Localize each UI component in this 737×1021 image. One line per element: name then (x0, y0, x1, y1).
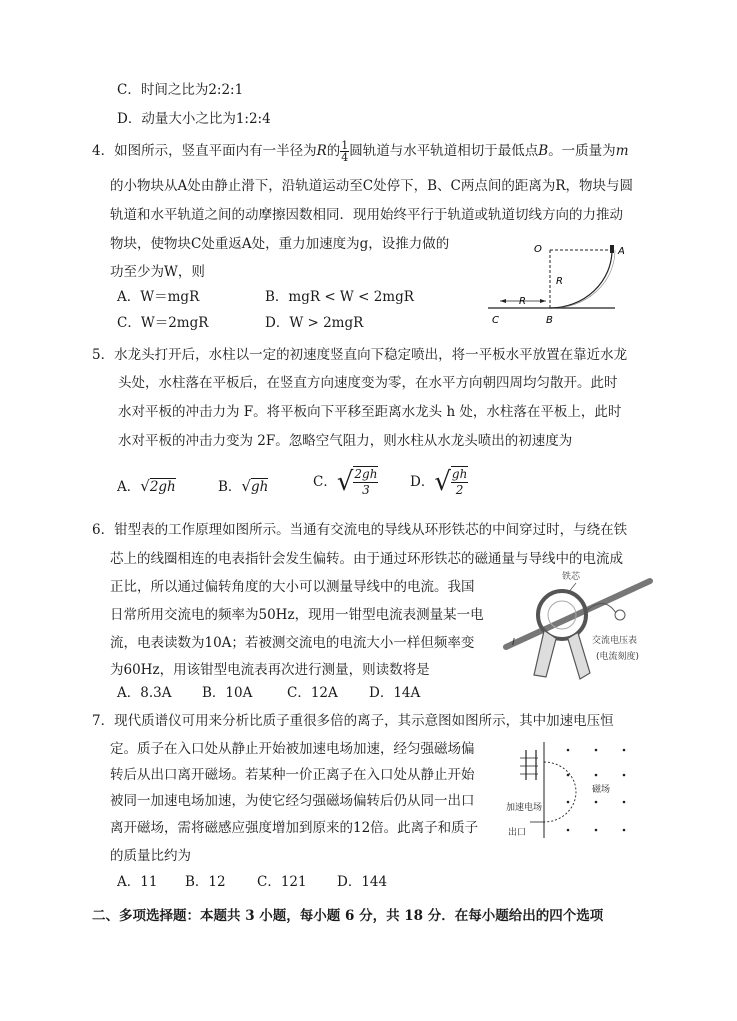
q7-line-3: 转后从出口离开磁场。若某种一价正离子在入口处从静止开始 (110, 767, 475, 783)
q7-line-2: 定。质子在入口处从静止开始被加速电场加速，经匀强磁场偏 (110, 741, 475, 757)
q7-option-c: C．121 (257, 874, 307, 890)
q6-option-c: C．12A (287, 685, 338, 701)
q4-var-r: R (316, 143, 327, 159)
q7-line-1: 7．现代质谱仪可用来分析比质子重很多倍的离子，其示意图如图所示，其中加速电压恒 (92, 713, 614, 729)
q6-option-a: A．8.3A (117, 685, 172, 701)
q5-line-1: 5．水龙头打开后，水柱以一定的初速度竖直向下稳定喷出，将一平板水平放置在靠近水龙 (92, 347, 628, 363)
q6-line-1: 6．钳型表的工作原理如图所示。当通有交流电的导线从环形铁芯的中间穿过时，与绕在铁 (92, 522, 628, 538)
q6-label-meter: 交流电压表 (592, 636, 638, 646)
q6-label-current: I (512, 637, 515, 648)
q4-label-r-horiz: R (519, 296, 526, 307)
q5-line-3: 水对平板的冲击力为 F。将平板向下平移至距离水龙头 h 处，水柱落在平板上，此时 (118, 404, 622, 420)
q6-line-3: 正比，所以通过偏转角度的大小可以测量导线中的电流。我国 (110, 579, 475, 595)
q6-label-meter-scale: (电流刻度) (596, 652, 640, 662)
q4-option-b: B．mgR < W < 2mgR (265, 289, 414, 305)
q4-option-d: D．W > 2mgR (265, 315, 364, 331)
q5-line-2: 头处，水柱落在平板后，在竖直方向速度变为零，在水平方向朝四周均匀散开。此时 (118, 375, 618, 391)
q6-label-core: 铁芯 (562, 572, 581, 582)
q5-option-c: C．√ $\frac{2gh}{3}$ (313, 467, 378, 497)
q4-text-d: 。一质量为 (548, 143, 616, 159)
q4-label-r-vert: R (556, 276, 563, 287)
q4-line-2: 的小物块从A处由静止滑下，沿轨道运动至C处停下，B、C两点间的距离为R，物块与圆 (110, 178, 633, 194)
q6-line-6: 为60Hz，用该钳型电流表再次进行测量，则读数将是 (110, 662, 430, 678)
q4-label-a: A (618, 246, 625, 257)
q7-label-accel-field: 加速电场 (506, 803, 543, 813)
q7-option-a: A．11 (117, 874, 158, 890)
q4-label-b: B (546, 315, 553, 326)
q6-line-4: 日常所用交流电的频率为50Hz，现用一钳型电流表测量某一电 (110, 607, 484, 623)
q6-clamp-meter-diagram (500, 565, 665, 693)
q7-option-b: B．12 (185, 874, 226, 890)
q4-text-a: 4．如图所示，竖直平面内有一半径为 (92, 143, 317, 159)
q4-line-1 (92, 140, 629, 163)
q4-text-b: 的 (326, 143, 341, 159)
q5-option-a: A．√2gh (117, 477, 176, 495)
q4-option-c: C．W＝2mgR (117, 315, 209, 331)
q4-label-o: O (534, 244, 542, 255)
q4-var-m: m (615, 143, 629, 159)
q4-line-3: 轨道和水平轨道之间的动摩擦因数相同．现用始终平行于轨道或轨道切线方向的力推动 (110, 207, 623, 223)
q5-option-d: D．√ $\frac{gh}{2}$ (410, 467, 468, 497)
q7-mass-spectrometer-diagram (506, 740, 634, 840)
q4-label-c: C (492, 315, 499, 326)
q4-quarter-fraction: $\frac{1}{4}$ (341, 139, 349, 164)
q5-line-4: 水对平板的冲击力变为 2F。忽略空气阻力，则水柱从水龙头喷出的初速度为 (118, 433, 573, 449)
q6-line-2: 芯上的线圈相连的电表指针会发生偏转。由于通过环形铁芯的磁通量与导线中的电流成 (110, 551, 623, 567)
q7-line-4: 被同一加速电场加速，为使它经匀强磁场偏转后仍从同一出口 (110, 793, 475, 809)
q7-label-magnet: 磁场 (592, 785, 611, 795)
q4-option-a: A．W＝mgR (117, 289, 200, 305)
prev-option-d: D．动量大小之比为1:2:4 (117, 111, 271, 127)
q6-option-d: D．14A (369, 685, 421, 701)
q4-line-4: 物块，使物块C处重返A处，重力加速度为g，设推力做的 (110, 236, 450, 252)
q4-line-5: 功至少为W，则 (110, 264, 205, 280)
q6-option-b: B．10A (202, 685, 253, 701)
q6-line-5: 流，电表读数为10A；若被测交流电的电流大小一样但频率变 (110, 635, 475, 651)
q4-track-diagram (480, 238, 640, 330)
q7-label-exit: 出口 (508, 828, 527, 838)
q5-option-b: B．√gh (218, 477, 269, 495)
q7-line-6: 的质量比约为 (110, 848, 191, 864)
q4-text-c: 圆轨道与水平轨道相切于最低点 (349, 143, 539, 159)
q7-option-d: D．144 (337, 874, 388, 890)
section-2-heading: 二、多项选择题：本题共 3 小题，每小题 6 分，共 18 分．在每小题给出的四个选项 (92, 908, 604, 924)
q7-line-5: 离开磁场，需将磁感应强度增加到原来的12倍。此离子和质子 (110, 820, 479, 836)
q4-var-b: B (538, 143, 549, 159)
prev-option-c: C．时间之比为2:2:1 (117, 82, 244, 98)
